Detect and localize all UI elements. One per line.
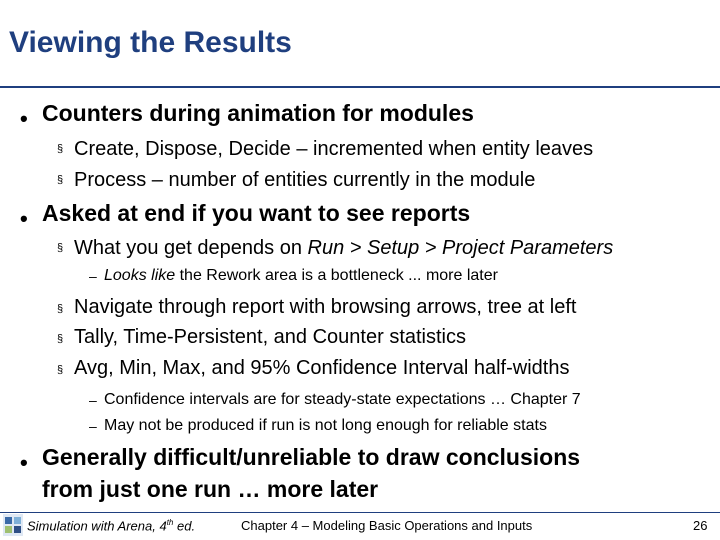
bullet-l2: § — [57, 303, 64, 315]
bullet-counters: Counters during animation for modules — [42, 100, 474, 126]
title-divider — [0, 86, 720, 88]
sub-create-dispose-decide: Create, Dispose, Decide – incremented when entity leaves — [74, 138, 594, 160]
arena-logo-icon — [3, 514, 23, 536]
bullet-l1: • — [20, 206, 28, 231]
bullet-generally-difficult-line2: from just one run … more later — [42, 476, 379, 502]
bullet-l3: – — [89, 268, 97, 284]
footer-chapter: Chapter 4 – Modeling Basic Operations and Inputs — [241, 518, 533, 533]
bullet-l2: § — [57, 174, 64, 186]
sub-what-you-get — [74, 237, 613, 260]
sub-what-you-get-text: What you get depends on — [74, 237, 308, 259]
bullet-asked-reports: Asked at end if you want to see reports — [42, 200, 471, 226]
subsub-may-not-be-produced: May not be produced if run is not long enough for reliable stats — [104, 417, 547, 434]
sub-tally-stats: Tally, Time-Persistent, and Counter statistics — [74, 326, 466, 348]
rework-text: the Rework area is a bottleneck ... more later — [175, 267, 498, 284]
bullet-l3: – — [89, 418, 97, 434]
footer-book-sup: th — [166, 518, 174, 527]
sub-process: Process – number of entities currently in the module — [74, 169, 536, 191]
sub-avg-min-max: Avg, Min, Max, and 95% Confidence Interval half-widths — [74, 357, 570, 379]
bullet-l2: § — [57, 242, 64, 254]
footer-page-number: 26 — [693, 518, 708, 533]
footer-book-title — [27, 518, 195, 533]
bullet-generally-difficult-line1: Generally difficult/unreliable to draw conclusions — [42, 444, 581, 470]
slide-title: Viewing the Results — [9, 26, 292, 59]
looks-like-text: Looks like — [104, 267, 176, 284]
bullet-l2: § — [57, 143, 64, 155]
bullet-l2: § — [57, 364, 64, 376]
bullet-l3: – — [89, 392, 97, 408]
run-setup-path: Run > Setup > Project Parameters — [307, 237, 614, 259]
subsub-confidence-intervals: Confidence intervals are for steady-state expectations … Chapter 7 — [104, 391, 581, 408]
bullet-l2: § — [57, 333, 64, 345]
bullet-l1: • — [20, 450, 28, 475]
footer-divider — [0, 512, 720, 513]
subsub-rework-bottleneck — [104, 267, 498, 285]
bullet-l1: • — [20, 106, 28, 131]
footer-book-ed: ed. — [173, 518, 196, 534]
footer-book-text: Simulation with Arena, 4 — [27, 518, 167, 534]
sub-navigate-report: Navigate through report with browsing arrows, tree at left — [74, 296, 577, 318]
